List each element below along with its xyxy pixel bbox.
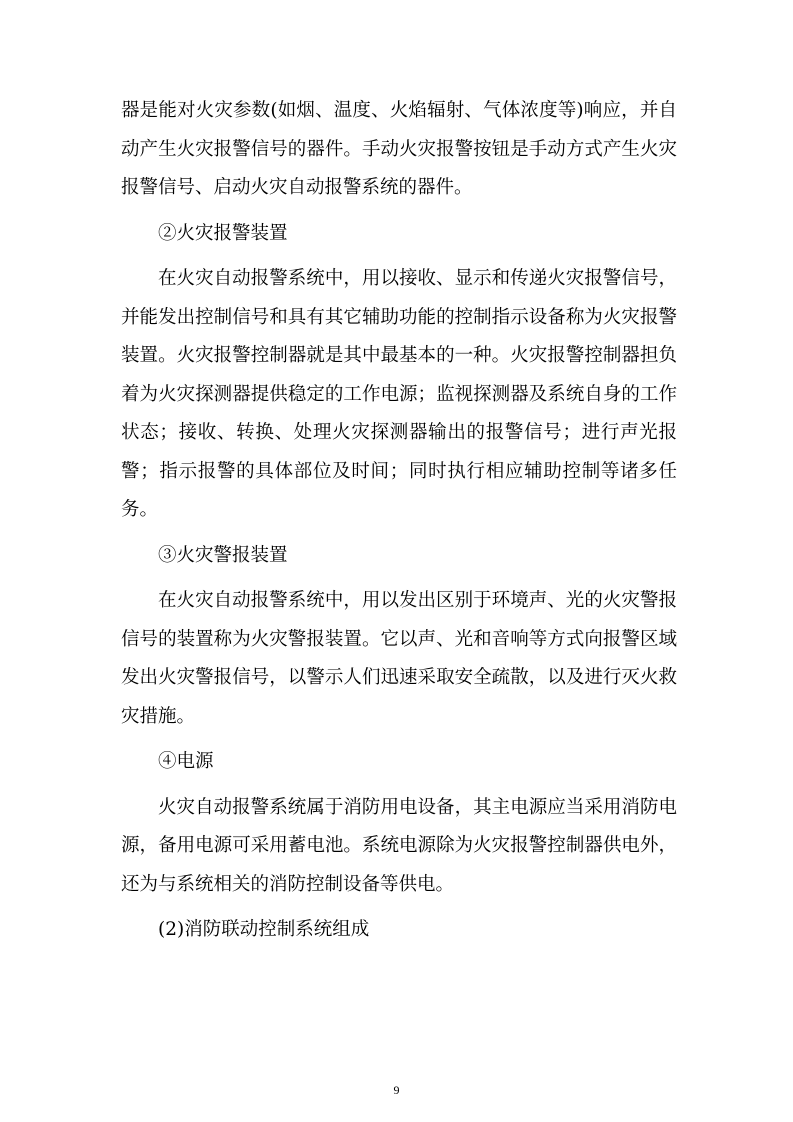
heading-power-supply: ④电源 [158,751,214,772]
paragraph-power-supply: 火灾自动报警系统属于消防用电设备，其主电源应当采用消防电源，备用电源可采用蓄电池。系统电源除为火灾报警控制器供电外，还为与系统相关的消防控制设备等供电。 [121,796,677,895]
paragraph-fire-warning-device: 在火灾自动报警系统中，用以发出区别于环境声、光的火灾警报信号的装置称为火灾警报装置。它以声、光和音响等方式向报警区域发出火灾警报信号，以警示人们迅速采取安全疏散，以及进行灭火救灾措施。 [121,590,677,727]
heading-linkage-control-system: (2)消防联动控制系统组成 [158,919,370,940]
paragraph-detector-definition: 器是能对火灾参数(如烟、温度、火焰辐射、气体浓度等)响应，并自动产生火灾报警信号的器件。手动火灾报警按钮是手动方式产生火灾报警信号、启动火灾自动报警系统的器件。 [121,100,677,198]
paragraph-fire-alarm-device: 在火灾自动报警系统中，用以接收、显示和传递火灾报警信号，并能发出控制信号和具有其它辅助功能的控制指示设备称为火灾报警装置。火灾报警控制器就是其中最基本的一种。火灾报警控制器担负着为火灾探测器提供稳定的工作电源；监视探测器及系统自身的工作状态；接收、转换、处理火灾探测器输出的报警信号；进行声光报警；指示报警的具体部位及时间；同时执行相应辅助控制等诸多任务。 [121,268,677,520]
body-text [121,92,677,957]
heading-fire-warning-device: ③火灾警报装置 [158,544,288,566]
heading-fire-alarm-device: ②火灾报警装置 [158,222,288,244]
page-number: 9 [393,1083,400,1097]
